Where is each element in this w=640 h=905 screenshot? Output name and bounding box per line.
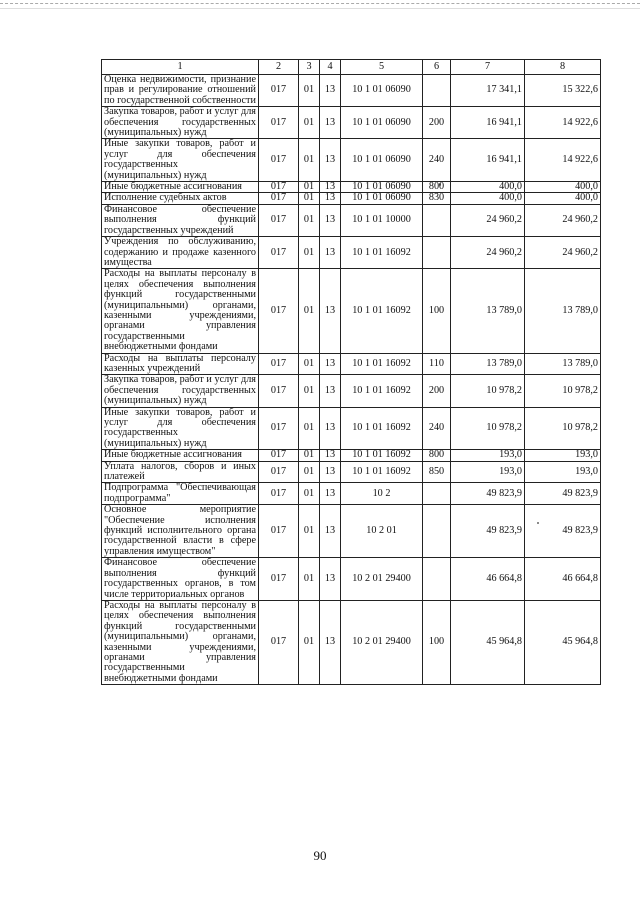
amount-year-1: 193,0: [451, 450, 525, 461]
column-header: 4: [320, 60, 341, 75]
row-name: Расходы на выплаты персоналу в целях обеспечения выполнения функций государственными (муниципальными) органами, казенными учреждениями, органами управления государственными внебюджетными фондами: [102, 600, 259, 684]
budget-table: [101, 59, 601, 685]
row-name: Исполнение судебных актов: [102, 193, 259, 204]
subsection-code: 13: [320, 558, 341, 601]
table-row: [102, 107, 601, 139]
admin-code: 017: [259, 237, 299, 269]
amount-year-1: 10 978,2: [451, 407, 525, 450]
column-header: 6: [423, 60, 451, 75]
table-row: [102, 204, 601, 236]
section-code: 01: [299, 450, 320, 461]
target-article-code: 10 1 01 16092: [341, 353, 423, 375]
amount-year-2: 193,0: [525, 450, 601, 461]
target-article-code: 10 1 01 06090: [341, 139, 423, 182]
amount-year-1: 24 960,2: [451, 237, 525, 269]
subsection-code: 13: [320, 237, 341, 269]
admin-code: 017: [259, 182, 299, 193]
amount-year-2: 24 960,2: [525, 204, 601, 236]
amount-year-2: 49 823,9: [525, 483, 601, 505]
admin-code: 017: [259, 450, 299, 461]
expense-type-code: 800: [423, 450, 451, 461]
expense-type-code: [423, 558, 451, 601]
section-code: 01: [299, 407, 320, 450]
amount-year-2: 24 960,2: [525, 237, 601, 269]
section-code: 01: [299, 461, 320, 483]
table-row: [102, 505, 601, 558]
column-header: 1: [102, 60, 259, 75]
target-article-code: 10 1 01 06090: [341, 75, 423, 107]
amount-year-1: 400,0: [451, 193, 525, 204]
admin-code: 017: [259, 375, 299, 407]
subsection-code: 13: [320, 75, 341, 107]
target-article-code: 10 2: [341, 483, 423, 505]
row-name: Иные закупки товаров, работ и услуг для обеспечения государственных (муниципальных) нужд: [102, 139, 259, 182]
amount-year-2: 13 789,0: [525, 269, 601, 353]
target-article-code: 10 1 01 16092: [341, 450, 423, 461]
amount-year-1: 49 823,9: [451, 505, 525, 558]
admin-code: 017: [259, 461, 299, 483]
column-header: 2: [259, 60, 299, 75]
subsection-code: 13: [320, 269, 341, 353]
section-code: 01: [299, 375, 320, 407]
row-name: Подпрограмма "Обеспечивающая подпрограмма": [102, 483, 259, 505]
section-code: 01: [299, 505, 320, 558]
amount-year-2: 10 978,2: [525, 375, 601, 407]
subsection-code: 13: [320, 483, 341, 505]
subsection-code: 13: [320, 193, 341, 204]
subsection-code: 13: [320, 139, 341, 182]
target-article-code: 10 1 01 16092: [341, 269, 423, 353]
subsection-code: 13: [320, 182, 341, 193]
expense-type-code: 830: [423, 193, 451, 204]
column-header: 7: [451, 60, 525, 75]
header-row: [102, 60, 601, 75]
subsection-code: 13: [320, 353, 341, 375]
subsection-code: 13: [320, 450, 341, 461]
row-name: Основное мероприятие "Обеспечение исполнения функций исполнительного органа государственной власти в сфере управления имуществом": [102, 505, 259, 558]
expense-type-code: [423, 483, 451, 505]
target-article-code: 10 1 01 16092: [341, 237, 423, 269]
table-row: [102, 193, 601, 204]
amount-year-2: 13 789,0: [525, 353, 601, 375]
target-article-code: 10 1 01 10000: [341, 204, 423, 236]
amount-year-1: 45 964,8: [451, 600, 525, 684]
amount-year-1: 13 789,0: [451, 269, 525, 353]
table-row: [102, 353, 601, 375]
subsection-code: 13: [320, 505, 341, 558]
table-row: [102, 182, 601, 193]
admin-code: 017: [259, 483, 299, 505]
expense-type-code: 100: [423, 269, 451, 353]
scan-top-edge: [0, 3, 640, 9]
row-name: Финансовое обеспечение выполнения функций государственных учреждений: [102, 204, 259, 236]
admin-code: 017: [259, 269, 299, 353]
table-row: [102, 375, 601, 407]
target-article-code: 10 2 01: [341, 505, 423, 558]
section-code: 01: [299, 107, 320, 139]
table-row: [102, 269, 601, 353]
table-row: [102, 461, 601, 483]
table-row: [102, 407, 601, 450]
target-article-code: 10 1 01 06090: [341, 193, 423, 204]
target-article-code: 10 2 01 29400: [341, 600, 423, 684]
page-number: 90: [313, 848, 327, 863]
amount-year-2: 10 978,2: [525, 407, 601, 450]
target-article-code: 10 1 01 06090: [341, 182, 423, 193]
target-article-code: 10 1 01 16092: [341, 461, 423, 483]
section-code: 01: [299, 193, 320, 204]
amount-year-1: 10 978,2: [451, 375, 525, 407]
amount-year-1: 46 664,8: [451, 558, 525, 601]
admin-code: 017: [259, 407, 299, 450]
table-row: [102, 483, 601, 505]
admin-code: 017: [259, 75, 299, 107]
subsection-code: 13: [320, 204, 341, 236]
row-name: Расходы на выплаты персоналу в целях обеспечения выполнения функций государственными (муниципальными) органами, казенными учреждениями, органами управления государственными внебюджетными фондами: [102, 269, 259, 353]
subsection-code: 13: [320, 461, 341, 483]
section-code: 01: [299, 558, 320, 601]
table-row: [102, 237, 601, 269]
expense-type-code: 240: [423, 407, 451, 450]
section-code: 01: [299, 483, 320, 505]
table-row: [102, 139, 601, 182]
row-name: Закупка товаров, работ и услуг для обеспечения государственных (муниципальных) нужд: [102, 375, 259, 407]
expense-type-code: 200: [423, 375, 451, 407]
admin-code: 017: [259, 558, 299, 601]
section-code: 01: [299, 204, 320, 236]
section-code: 01: [299, 237, 320, 269]
column-header: 5: [341, 60, 423, 75]
subsection-code: 13: [320, 375, 341, 407]
section-code: 01: [299, 600, 320, 684]
expense-type-code: 800: [423, 182, 451, 193]
target-article-code: 10 1 01 06090: [341, 107, 423, 139]
expense-type-code: 200: [423, 107, 451, 139]
admin-code: 017: [259, 139, 299, 182]
expense-type-code: 240: [423, 139, 451, 182]
amount-year-2: 193,0: [525, 461, 601, 483]
section-code: 01: [299, 139, 320, 182]
row-name: Оценка недвижимости, признание прав и регулирование отношений по государственной собственности: [102, 75, 259, 107]
table-row: [102, 450, 601, 461]
row-name: Иные бюджетные ассигнования: [102, 182, 259, 193]
row-name: Иные закупки товаров, работ и услуг для обеспечения государственных (муниципальных) нужд: [102, 407, 259, 450]
row-name: Расходы на выплаты персоналу казенных учреждений: [102, 353, 259, 375]
admin-code: 017: [259, 600, 299, 684]
section-code: 01: [299, 353, 320, 375]
amount-year-1: 49 823,9: [451, 483, 525, 505]
amount-year-1: 17 341,1: [451, 75, 525, 107]
table-row: [102, 600, 601, 684]
amount-year-2: 46 664,8: [525, 558, 601, 601]
target-article-code: 10 1 01 16092: [341, 375, 423, 407]
section-code: 01: [299, 182, 320, 193]
admin-code: 017: [259, 505, 299, 558]
row-name: Закупка товаров, работ и услуг для обеспечения государственных (муниципальных) нужд: [102, 107, 259, 139]
subsection-code: 13: [320, 107, 341, 139]
expense-type-code: [423, 237, 451, 269]
table-row: [102, 75, 601, 107]
amount-year-2: 400,0: [525, 182, 601, 193]
amount-year-1: 193,0: [451, 461, 525, 483]
amount-year-2: 14 922,6: [525, 139, 601, 182]
column-header: 8: [525, 60, 601, 75]
row-name: Учреждения по обслуживанию, содержанию и продаже казенного имущества: [102, 237, 259, 269]
admin-code: 017: [259, 107, 299, 139]
subsection-code: 13: [320, 407, 341, 450]
amount-year-1: 400,0: [451, 182, 525, 193]
admin-code: 017: [259, 193, 299, 204]
expense-type-code: 850: [423, 461, 451, 483]
row-name: Финансовое обеспечение выполнения функций государственных органов, в том числе территориальных органов: [102, 558, 259, 601]
column-header: 3: [299, 60, 320, 75]
expense-type-code: [423, 75, 451, 107]
target-article-code: 10 2 01 29400: [341, 558, 423, 601]
section-code: 01: [299, 269, 320, 353]
amount-year-1: 16 941,1: [451, 107, 525, 139]
target-article-code: 10 1 01 16092: [341, 407, 423, 450]
section-code: 01: [299, 75, 320, 107]
amount-year-1: 24 960,2: [451, 204, 525, 236]
expense-type-code: [423, 204, 451, 236]
table-row: [102, 558, 601, 601]
admin-code: 017: [259, 204, 299, 236]
amount-year-2: 49 823,9: [525, 505, 601, 558]
row-name: Иные бюджетные ассигнования: [102, 450, 259, 461]
amount-year-2: 45 964,8: [525, 600, 601, 684]
amount-year-1: 16 941,1: [451, 139, 525, 182]
expense-type-code: 110: [423, 353, 451, 375]
amount-year-2: 15 322,6: [525, 75, 601, 107]
amount-year-2: 14 922,6: [525, 107, 601, 139]
amount-year-1: 13 789,0: [451, 353, 525, 375]
amount-year-2: 400,0: [525, 193, 601, 204]
row-name: Уплата налогов, сборов и иных платежей: [102, 461, 259, 483]
expense-type-code: [423, 505, 451, 558]
subsection-code: 13: [320, 600, 341, 684]
admin-code: 017: [259, 353, 299, 375]
expense-type-code: 100: [423, 600, 451, 684]
